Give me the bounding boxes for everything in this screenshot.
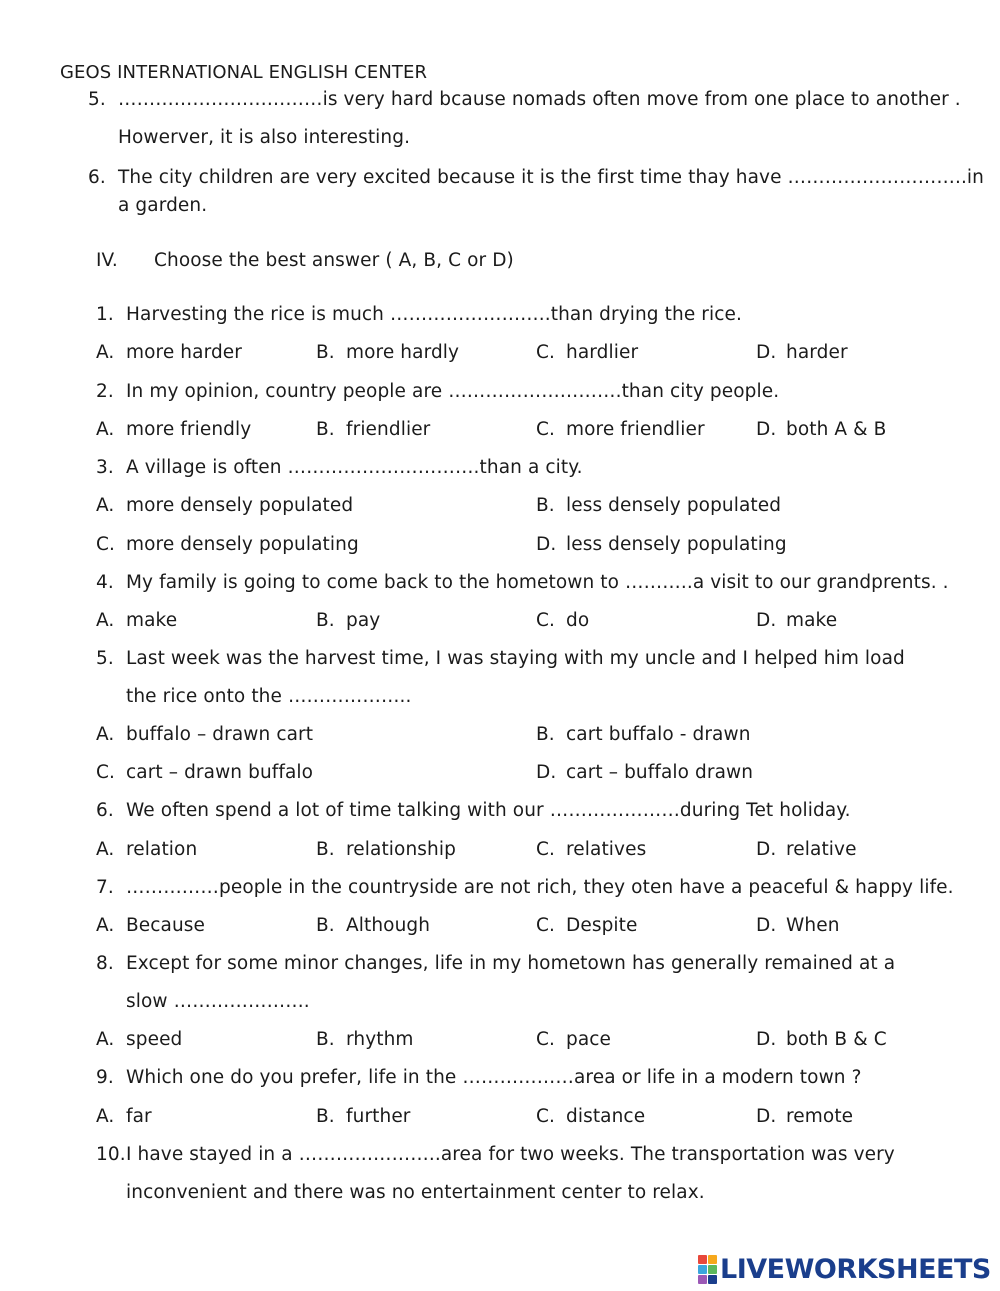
question-text: A village is often ………………………….than a city. <box>126 457 583 478</box>
option-text[interactable]: make <box>786 610 838 631</box>
option-text[interactable]: harder <box>786 342 848 363</box>
option-letter: B. <box>316 419 335 440</box>
option-letter: B. <box>316 915 335 936</box>
option-letter: B. <box>536 724 555 745</box>
option-letter: D. <box>756 610 777 631</box>
option-letter: D. <box>756 915 777 936</box>
question-text: My family is going to come back to the hometown to ………..a visit to our grandprents. . <box>126 572 949 593</box>
question-text-cont: inconvenient and there was no entertainment center to relax. <box>126 1182 705 1203</box>
option-letter: D. <box>756 342 777 363</box>
question-text: Except for some minor changes, life in my hometown has generally remained at a <box>126 953 896 974</box>
question-text: Last week was the harvest time, I was staying with my uncle and I helped him load <box>126 648 905 669</box>
question-number: 6. <box>96 800 114 821</box>
option-text[interactable]: less densely populating <box>566 534 787 555</box>
option-text[interactable]: cart buffalo - drawn <box>566 724 751 745</box>
question-text-cont: slow …………………. <box>126 991 310 1012</box>
option-text[interactable]: relation <box>126 839 198 860</box>
option-text[interactable]: When <box>786 915 840 936</box>
option-letter: A. <box>96 419 115 440</box>
section-number: IV. <box>96 250 118 271</box>
question-text: ……………people in the countryside are not rich, they oten have a peaceful & happy life. <box>126 877 954 898</box>
page-header: GEOS INTERNATIONAL ENGLISH CENTER <box>60 62 428 83</box>
question-number: 8. <box>96 953 114 974</box>
question-text: In my opinion, country people are ……………………….than city people. <box>126 381 780 402</box>
part3-q6-number: 6. <box>88 167 106 188</box>
option-text[interactable]: Despite <box>566 915 638 936</box>
question-number: 2. <box>96 381 114 402</box>
option-letter: C. <box>536 419 555 440</box>
option-text[interactable]: cart – drawn buffalo <box>126 762 314 783</box>
option-letter: B. <box>316 1029 335 1050</box>
logo-icon <box>698 1255 717 1284</box>
part3-q5-text-cont: Howerver, it is also interesting. <box>118 127 411 148</box>
option-letter: D. <box>536 762 557 783</box>
option-letter: A. <box>96 724 115 745</box>
question-text: Which one do you prefer, life in the ………………area or life in a modern town ? <box>126 1067 862 1088</box>
option-text[interactable]: both B & C <box>786 1029 887 1050</box>
option-text[interactable]: Because <box>126 915 206 936</box>
option-letter: B. <box>316 342 335 363</box>
question-number: 5. <box>96 648 114 669</box>
option-text[interactable]: do <box>566 610 590 631</box>
option-letter: C. <box>536 1029 555 1050</box>
option-text[interactable]: further <box>346 1106 411 1127</box>
question-number: 1. <box>96 304 114 325</box>
option-text[interactable]: pay <box>346 610 381 631</box>
option-text[interactable]: distance <box>566 1106 646 1127</box>
part3-q5-text: ……………………………is very hard bcause nomads often move from one place to another . <box>118 89 961 110</box>
question-number: 9. <box>96 1067 114 1088</box>
option-text[interactable]: more friendlier <box>566 419 705 440</box>
question-text: Harvesting the rice is much ……………………..than drying the rice. <box>126 304 742 325</box>
liveworksheets-logo <box>698 1254 991 1285</box>
option-text[interactable]: relatives <box>566 839 647 860</box>
question-text: I have stayed in a …………………..area for two weeks. The transportation was very <box>126 1144 895 1165</box>
option-letter: D. <box>756 1029 777 1050</box>
option-letter: A. <box>96 1029 115 1050</box>
option-letter: D. <box>756 1106 777 1127</box>
option-letter: B. <box>316 839 335 860</box>
option-text[interactable]: friendlier <box>346 419 431 440</box>
option-letter: A. <box>96 342 115 363</box>
option-letter: C. <box>536 915 555 936</box>
option-text[interactable]: more densely populating <box>126 534 359 555</box>
part3-q5-number: 5. <box>88 89 106 110</box>
option-text[interactable]: relationship <box>346 839 456 860</box>
option-text[interactable]: remote <box>786 1106 854 1127</box>
option-letter: D. <box>536 534 557 555</box>
option-text[interactable]: more friendly <box>126 419 252 440</box>
option-letter: A. <box>96 915 115 936</box>
option-text[interactable]: pace <box>566 1029 612 1050</box>
option-text[interactable]: more hardly <box>346 342 460 363</box>
option-text[interactable]: relative <box>786 839 857 860</box>
option-letter: C. <box>536 1106 555 1127</box>
option-letter: D. <box>756 839 777 860</box>
option-letter: B. <box>536 495 555 516</box>
question-number: 3. <box>96 457 114 478</box>
option-letter: C. <box>96 762 115 783</box>
option-text[interactable]: rhythm <box>346 1029 414 1050</box>
part3-q6-text: The city children are very excited because it is the first time thay have ………………………..in <box>118 167 984 188</box>
option-letter: C. <box>536 342 555 363</box>
option-letter: A. <box>96 495 115 516</box>
option-text[interactable]: speed <box>126 1029 183 1050</box>
option-letter: C. <box>536 839 555 860</box>
option-text[interactable]: make <box>126 610 178 631</box>
option-letter: C. <box>96 534 115 555</box>
option-letter: B. <box>316 610 335 631</box>
option-letter: A. <box>96 1106 115 1127</box>
option-letter: D. <box>756 419 777 440</box>
option-text[interactable]: cart – buffalo drawn <box>566 762 754 783</box>
option-letter: A. <box>96 610 115 631</box>
option-text[interactable]: Although <box>346 915 431 936</box>
option-text[interactable]: more harder <box>126 342 242 363</box>
question-text-cont: the rice onto the ……………….. <box>126 686 412 707</box>
question-number: 10. <box>96 1144 126 1165</box>
question-number: 4. <box>96 572 114 593</box>
question-number: 7. <box>96 877 114 898</box>
option-text[interactable]: both A & B <box>786 419 887 440</box>
option-text[interactable]: hardlier <box>566 342 639 363</box>
logo-text: LIVEWORKSHEETS <box>720 1254 991 1285</box>
option-letter: A. <box>96 839 115 860</box>
option-letter: C. <box>536 610 555 631</box>
question-text: We often spend a lot of time talking with our …………………during Tet holiday. <box>126 800 851 821</box>
part3-q6-text-cont: a garden. <box>118 195 208 216</box>
option-text[interactable]: buffalo – drawn cart <box>126 724 314 745</box>
option-text[interactable]: far <box>126 1106 152 1127</box>
section-title: Choose the best answer ( A, B, C or D) <box>154 250 514 271</box>
option-text[interactable]: less densely populated <box>566 495 782 516</box>
option-letter: B. <box>316 1106 335 1127</box>
option-text[interactable]: more densely populated <box>126 495 354 516</box>
